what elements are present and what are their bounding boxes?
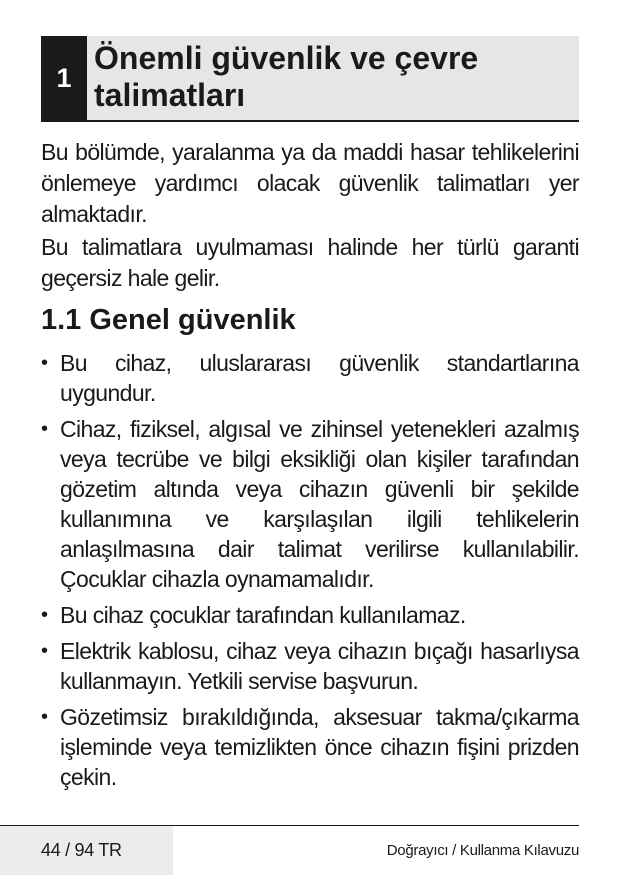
chapter-title: Önemli güvenlik ve çevre talimatları: [94, 40, 479, 113]
bullet-text: Bu cihaz, uluslararası güvenlik standartlarına uygundur.: [60, 350, 579, 406]
bullet-text: Cihaz, fiziksel, algısal ve zihinsel yetenekleri azalmış veya tecrübe ve bilgi eksikliği olan kişiler tarafından gözetim altında veya cihazın güvenli bir şekilde kullanımına ve karşılaşılan ilgili tehlikelerin anlaşılmasına dair talimat verilirse kullanılabilir. Çocuklar cihazla oynamamalıdır.: [60, 416, 579, 592]
footer-doc-title: Doğrayıcı / Kullanma Kılavuzu: [386, 842, 579, 859]
chapter-header: [41, 36, 579, 122]
list-item: [41, 414, 579, 594]
intro-paragraph: Bu bölümde, yaralanma ya da maddi hasar tehlikelerini önlemeye yardımcı olacak güvenlik talimatları yer almaktadır.: [41, 139, 579, 227]
list-item: [41, 702, 579, 792]
list-item: [41, 636, 579, 696]
bullet-icon: •: [41, 418, 48, 440]
bullet-icon: •: [41, 640, 48, 662]
chapter-number: 1: [41, 36, 87, 120]
bullet-text: Gözetimsiz bırakıldığında, aksesuar takma/çıkarma işleminde veya temizlikten önce cihazın fişini prizden çekin.: [60, 704, 579, 790]
section-title: 1.1 Genel güvenlik: [41, 304, 296, 336]
bullet-text: Elektrik kablosu, cihaz veya cihazın bıçağı hasarlıysa kullanmayın. Yetkili servise başvurun.: [60, 638, 579, 694]
list-item: [41, 348, 579, 408]
bullet-text: Bu cihaz çocuklar tarafından kullanılamaz.: [60, 602, 466, 628]
bullet-icon: •: [41, 604, 48, 626]
bullet-icon: •: [41, 352, 48, 374]
page-number: 44 / 94 TR: [41, 840, 122, 860]
list-item: [41, 600, 579, 630]
bullet-icon: •: [41, 706, 48, 728]
intro-paragraph: Bu talimatlara uyulmaması halinde her türlü garanti geçersiz hale gelir.: [41, 234, 579, 291]
bullet-list: [41, 348, 579, 798]
